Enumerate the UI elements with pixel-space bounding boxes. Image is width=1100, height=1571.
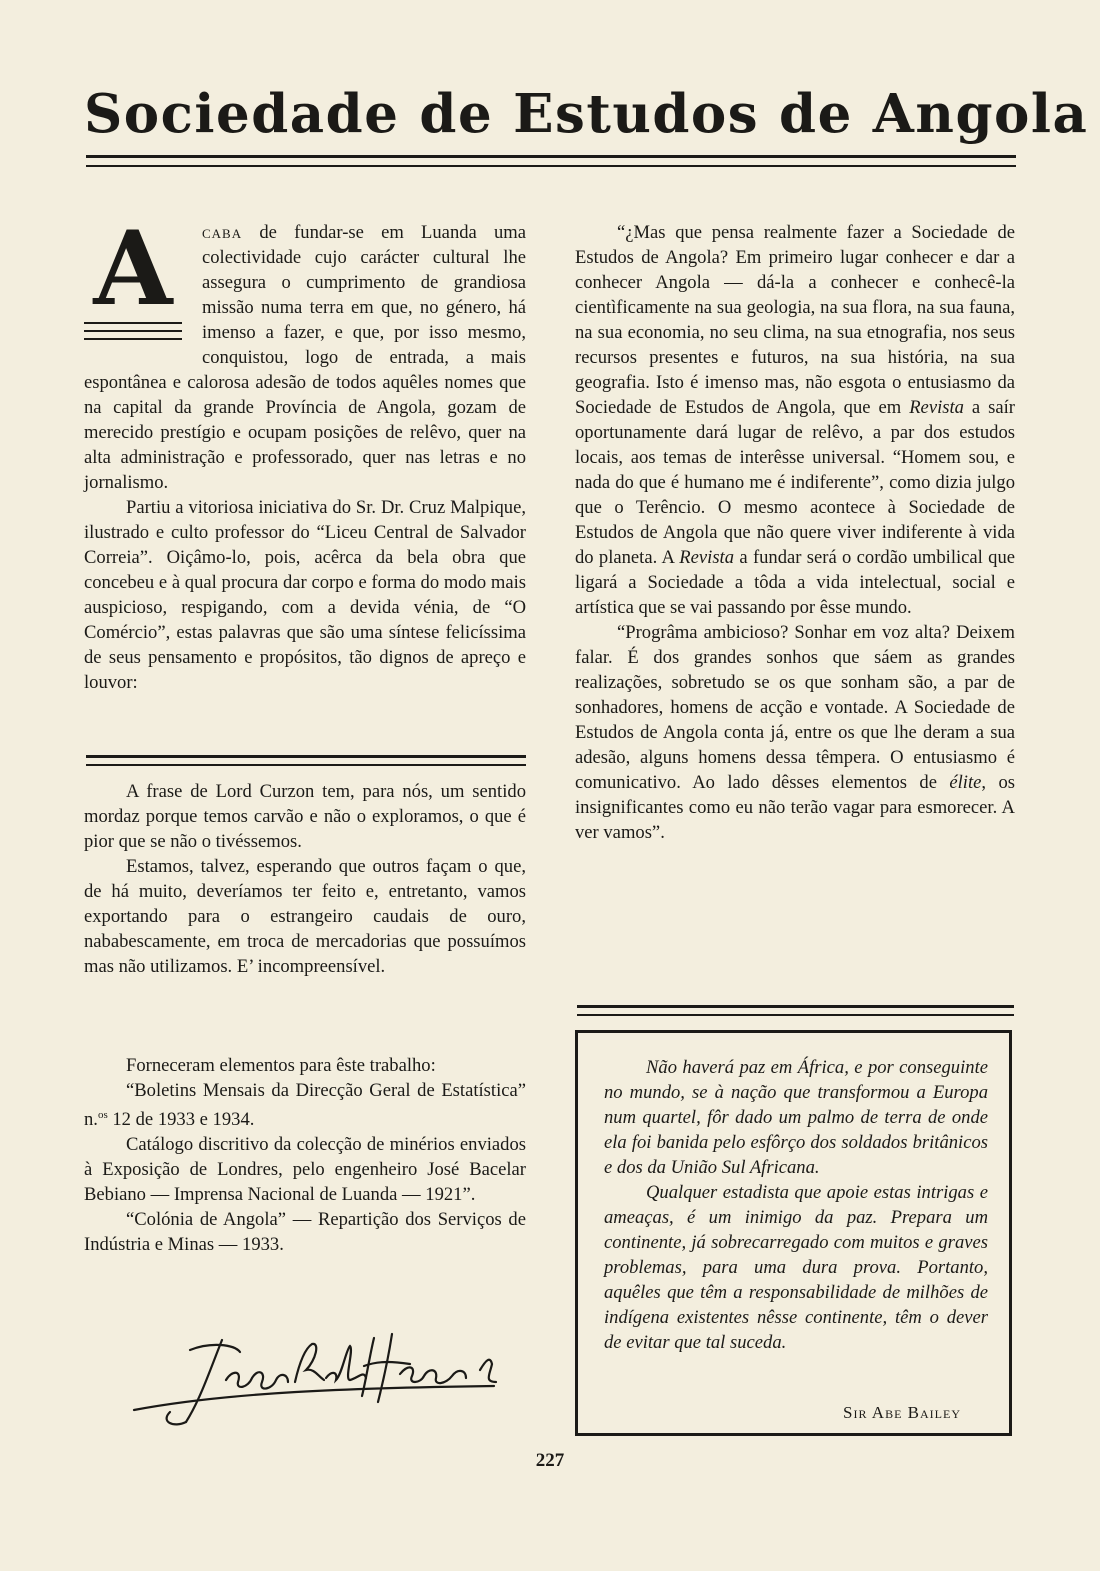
- right-section-rule-bottom: [577, 1014, 1014, 1016]
- right-paragraph-1: [575, 220, 1015, 620]
- title-rule-top: [86, 155, 1016, 158]
- page-title: Sociedade de Estudos de Angola: [84, 83, 1089, 145]
- paragraph-1-text: de fundar-se em Luanda uma colectividade cujo carácter cultural lhe assegura o cumprimento de grandiosa missão numa terra em que, no género, há imenso a fazer, e que, por isso mesmo, conquistou, logo de entrada, a mais espontânea e calorosa adesão de todos aquêles nomes que na capital da grande Província de Angola, gozam de merecido prestígio e ocupam posições de relêvo, quer na alta administração e professorado, quer nas letras e no jornalismo.: [84, 222, 526, 493]
- right-p2-text: “Progrâma ambicioso? Sonhar em voz alta? Deixem falar. É dos grandes sonhos que sáem as grandes realizações, sobretudo se os que sonham são, a par de sonhadores, homens de acção e vontade. A Sociedade de Estudos de Angola conta já, entre os que lhe deram a sua adesão, alguns homens dessa têmpera. O entusiasmo é comunicativo. Ao lado dêsses elementos de: [575, 622, 1015, 793]
- quote-paragraph-2: Qualquer estadista que apoie estas intrigas e ameaças, é um inimigo da paz. Prepara um continente, já sobrecarregado com muitos e graves problemas, para uma dura prova. Portanto, aquêles que têm a responsabilidade de milhões de indígena existentes nêsse continente, têm o dever de evitar que tal suceda.: [604, 1182, 988, 1353]
- source-item-3: “Colónia de Angola” — Repartição dos Serviços de Indústria e Minas — 1933.: [84, 1209, 526, 1256]
- lead-smallcaps: caba: [202, 222, 243, 243]
- dropcap-rule: [84, 330, 182, 332]
- article-intro-column: [84, 209, 526, 695]
- quote-author: Sir Abe Bailey: [843, 1403, 961, 1422]
- source-1-text: “Boletins Mensais da Direcção Geral de Estatística” n.: [84, 1080, 526, 1131]
- source-1-superscript: os: [97, 1109, 108, 1121]
- sources-block: [84, 1053, 526, 1257]
- page-number: 227: [535, 1450, 565, 1471]
- revista-italic-2: Revista: [679, 547, 735, 568]
- sources-intro: Forneceram elementos para êste trabalho:: [126, 1055, 436, 1076]
- previous-paragraph-1: A frase de Lord Curzon tem, para nós, um sentido mordaz porque temos carvão e não o exploramos, o que é pior que se não o tivéssemos.: [84, 781, 526, 852]
- quote-paragraph-1: Não haverá paz em África, e por conseguinte no mundo, se à nação que transformou a Europa num quartel, fôr dado um palmo de terra de onde ela foi banida pelo esfôrço dos soldados britânicos e dos da União Sul Africana.: [604, 1057, 988, 1178]
- previous-paragraph-2: Estamos, talvez, esperando que outros façam o que, de há muito, deveríamos ter feito e, entretanto, vamos exportando para o estrangeiro caudais de ouro, nababescamente, em troca de mercadorias que possuímos mas não utilizamos. E’ incompreensível.: [84, 856, 526, 977]
- handwritten-signature: [130, 1330, 500, 1430]
- elite-italic: élite: [949, 772, 982, 793]
- article-paragraph-2: Partiu a vitoriosa iniciativa do Sr. Dr. Cruz Malpique, ilustrado e culto professor do “Liceu Central de Salvador Correia”. Oiçâmo-lo, pois, acêrca da bela obra que concebeu e à qual procura dar corpo e forma do modo mais auspicioso, respigando, com a devida vénia, de “O Comércio”, estas palavras que são uma síntese felicíssima de seus pensamento e propósitos, tão dignos de apreço e louvor:: [84, 497, 526, 693]
- previous-article-column: [84, 779, 526, 979]
- right-section-rule-top: [577, 1005, 1014, 1008]
- quote-text: [604, 1055, 988, 1355]
- right-p1-text-3: a fundar será o cordão umbilical que ligará a Sociedade a tôda a vida intelectual, social e artística que se vai passando por êsse mundo.: [575, 547, 1015, 618]
- dropcap-rule: [84, 322, 182, 324]
- title-rule-bottom: [86, 165, 1016, 167]
- dropcap-block: [84, 209, 192, 358]
- source-1-text-end: 12 de 1933 e 1934.: [107, 1109, 255, 1131]
- right-p1-text: “¿Mas que pensa realmente fazer a Sociedade de Estudos de Angola? Em primeiro lugar conhecer e dar a conhecer Angola — dá-la a conhecer e conhecê-la cientìficamente na sua geologia, na sua flora, na sua fauna, na sua economia, no seu clima, na sua etnografia, nos seus recursos presentes e futuros, na sua história, na sua geografia. Isto é imenso mas, não esgota o entusiasmo da Sociedade de Estudos de Angola, que em: [575, 222, 1015, 418]
- right-p1-text-2: a saír oportunamente dará lugar de relêvo, a par dos estudos locais, aos temas de interêsse universal. “Homem sou, e nada do que é humano me é indiferente”, como dizia julgo que o Terêncio. O mesmo acontece à Sociedade de Estudos de Angola que não quere viver indiferente à vida do planeta. A: [575, 397, 1016, 568]
- right-paragraph-2: [575, 620, 1015, 845]
- revista-italic: Revista: [909, 397, 964, 418]
- article-continuation-column: [575, 220, 1015, 845]
- dropcap-rule: [84, 338, 182, 340]
- left-section-rule-bottom: [86, 764, 526, 766]
- source-item-1: [84, 1078, 526, 1132]
- left-section-rule-top: [86, 755, 526, 758]
- source-item-2: Catálogo discritivo da colecção de minérios enviados à Exposição de Londres, pelo engenheiro José Bacelar Bebiano — Imprensa Nacional de Luanda — 1921”.: [84, 1134, 526, 1206]
- dropcap-letter: A: [93, 209, 173, 329]
- quote-box: [575, 1030, 1012, 1436]
- right-p2-text-2: , os insignificantes como eu não terão vagar para esmorecer. A ver vamos”.: [575, 772, 1015, 843]
